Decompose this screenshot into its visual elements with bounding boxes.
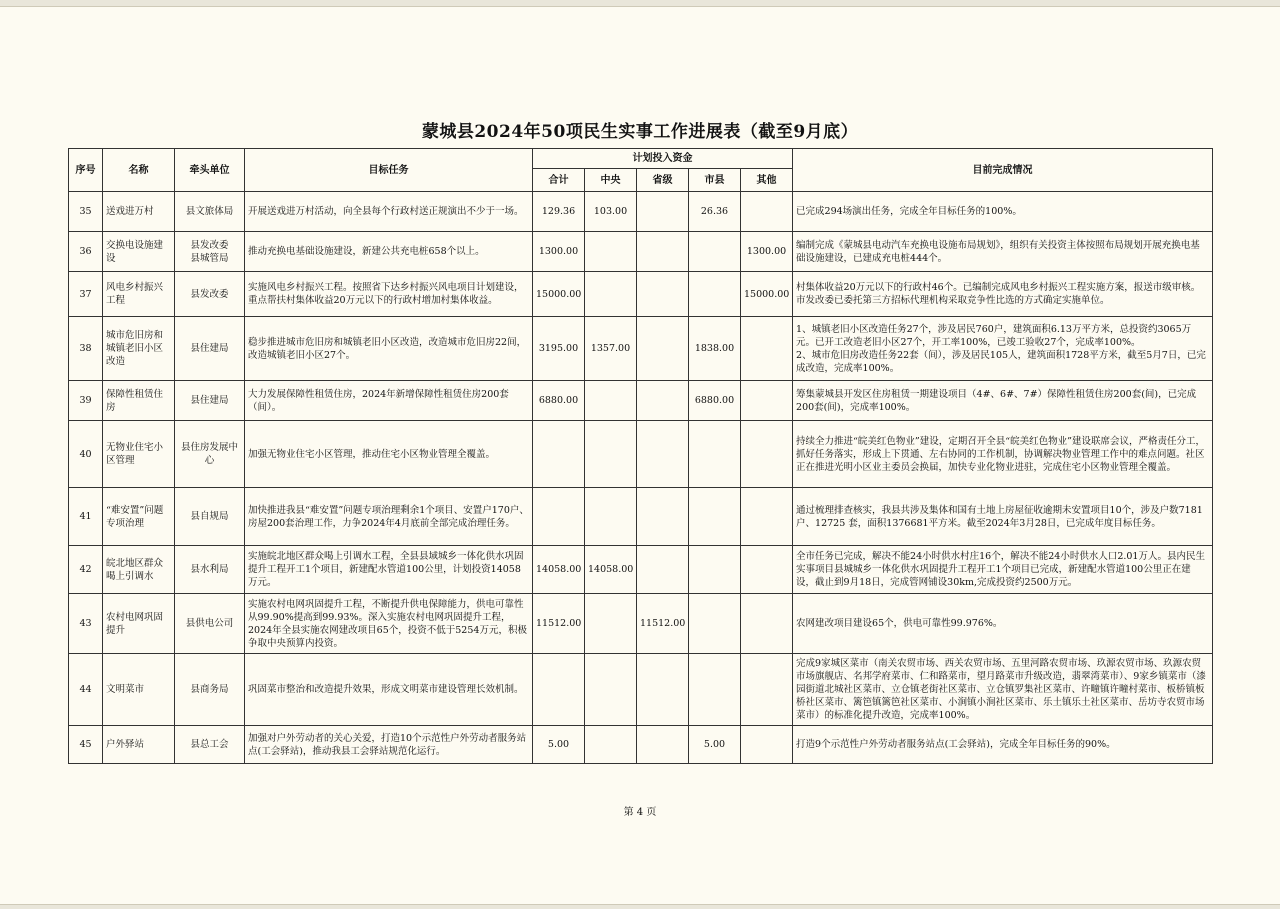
cell-other bbox=[741, 192, 793, 232]
cell-central bbox=[585, 726, 637, 764]
cell-central bbox=[585, 594, 637, 654]
window-top-edge bbox=[0, 0, 1280, 7]
cell-city: 6880.00 bbox=[689, 381, 741, 421]
cell-province bbox=[637, 654, 689, 726]
cell-unit: 县住房发展中心 bbox=[175, 421, 245, 488]
table-row bbox=[69, 381, 1213, 421]
cell-province: 11512.00 bbox=[637, 594, 689, 654]
table-row bbox=[69, 726, 1213, 764]
cell-city bbox=[689, 488, 741, 546]
cell-other bbox=[741, 726, 793, 764]
cell-name: 皖北地区群众喝上引调水 bbox=[103, 546, 175, 594]
cell-city bbox=[689, 272, 741, 317]
header-city: 市县 bbox=[689, 169, 741, 192]
header-other: 其他 bbox=[741, 169, 793, 192]
header-central: 中央 bbox=[585, 169, 637, 192]
cell-status: 已完成294场演出任务，完成全年目标任务的100%。 bbox=[793, 192, 1213, 232]
cell-central bbox=[585, 421, 637, 488]
cell-total bbox=[533, 654, 585, 726]
cell-other bbox=[741, 317, 793, 381]
cell-province bbox=[637, 488, 689, 546]
cell-name: 户外驿站 bbox=[103, 726, 175, 764]
cell-task: 实施皖北地区群众喝上引调水工程，全县县域城乡一体化供水巩固提升工程开工1个项目，新建配水管道100公里，计划投资14058万元。 bbox=[245, 546, 533, 594]
cell-task: 稳步推进城市危旧房和城镇老旧小区改造，改造城市危旧房22间，改造城镇老旧小区27个。 bbox=[245, 317, 533, 381]
table-row bbox=[69, 272, 1213, 317]
header-unit: 牵头单位 bbox=[175, 149, 245, 192]
cell-no: 36 bbox=[69, 232, 103, 272]
cell-total: 11512.00 bbox=[533, 594, 585, 654]
table-row bbox=[69, 421, 1213, 488]
cell-unit: 县住建局 bbox=[175, 317, 245, 381]
cell-city: 26.36 bbox=[689, 192, 741, 232]
cell-total: 5.00 bbox=[533, 726, 585, 764]
table-row bbox=[69, 654, 1213, 726]
cell-other: 15000.00 bbox=[741, 272, 793, 317]
cell-province bbox=[637, 381, 689, 421]
cell-no: 41 bbox=[69, 488, 103, 546]
cell-city bbox=[689, 654, 741, 726]
cell-no: 35 bbox=[69, 192, 103, 232]
cell-status: 1、城镇老旧小区改造任务27个，涉及居民760户，建筑面积6.13万平方米，总投资约3065万元。已开工改造老旧小区27个，开工率100%，已竣工验收27个，完成率100%。 2、城市危旧房改造任务22套（间），涉及居民105人，建筑面积1728平方米，截至5月7日，已完成改造，完成率100%。 bbox=[793, 317, 1213, 381]
header-province: 省级 bbox=[637, 169, 689, 192]
cell-province bbox=[637, 317, 689, 381]
cell-name: 文明菜市 bbox=[103, 654, 175, 726]
cell-central: 14058.00 bbox=[585, 546, 637, 594]
cell-unit: 县水利局 bbox=[175, 546, 245, 594]
cell-name: “难安置”问题专项治理 bbox=[103, 488, 175, 546]
cell-province bbox=[637, 232, 689, 272]
cell-no: 45 bbox=[69, 726, 103, 764]
cell-central bbox=[585, 381, 637, 421]
cell-province bbox=[637, 421, 689, 488]
cell-name: 无物业住宅小区管理 bbox=[103, 421, 175, 488]
header-no: 序号 bbox=[69, 149, 103, 192]
cell-central: 1357.00 bbox=[585, 317, 637, 381]
cell-city bbox=[689, 232, 741, 272]
cell-city bbox=[689, 546, 741, 594]
cell-other bbox=[741, 546, 793, 594]
page-number: 第 4 页 bbox=[623, 807, 657, 818]
header-total: 合计 bbox=[533, 169, 585, 192]
cell-task: 开展送戏进万村活动，向全县每个行政村送正规演出不少于一场。 bbox=[245, 192, 533, 232]
cell-status: 通过梳理排查核实，我县共涉及集体和国有土地上房屋征收逾期未安置项目10个，涉及户数7181 户、12725 套，面积1376681平方米。截至2024年3月28日，已完成年度目标任务。 bbox=[793, 488, 1213, 546]
cell-central bbox=[585, 488, 637, 546]
cell-city: 5.00 bbox=[689, 726, 741, 764]
cell-name: 送戏进万村 bbox=[103, 192, 175, 232]
cell-total bbox=[533, 421, 585, 488]
cell-unit: 县总工会 bbox=[175, 726, 245, 764]
cell-task: 加强无物业住宅小区管理，推动住宅小区物业管理全覆盖。 bbox=[245, 421, 533, 488]
header-task: 目标任务 bbox=[245, 149, 533, 192]
cell-other bbox=[741, 421, 793, 488]
cell-unit: 县自规局 bbox=[175, 488, 245, 546]
cell-city bbox=[689, 594, 741, 654]
header-funds: 计划投入资金 bbox=[533, 149, 793, 169]
cell-total: 3195.00 bbox=[533, 317, 585, 381]
header-status: 目前完成情况 bbox=[793, 149, 1213, 192]
cell-name: 交换电设施建设 bbox=[103, 232, 175, 272]
cell-central bbox=[585, 232, 637, 272]
cell-name: 农村电网巩固提升 bbox=[103, 594, 175, 654]
cell-no: 44 bbox=[69, 654, 103, 726]
cell-city bbox=[689, 421, 741, 488]
table-row bbox=[69, 594, 1213, 654]
table-body bbox=[69, 192, 1213, 764]
cell-status: 编制完成《蒙城县电动汽车充换电设施布局规划》，组织有关投资主体按照布局规划开展充换电基础设施建设，已建成充电桩444个。 bbox=[793, 232, 1213, 272]
window-bottom-edge bbox=[0, 904, 1280, 909]
progress-table bbox=[68, 148, 1213, 764]
cell-no: 40 bbox=[69, 421, 103, 488]
cell-total bbox=[533, 488, 585, 546]
cell-central: 103.00 bbox=[585, 192, 637, 232]
cell-province bbox=[637, 546, 689, 594]
cell-task: 实施风电乡村振兴工程。按照省下达乡村振兴风电项目计划建设，重点帮扶村集体收益20万元以下的行政村增加村集体收益。 bbox=[245, 272, 533, 317]
cell-task: 加快推进我县“难安置”问题专项治理剩余1个项目、安置户170户、房屋200套治理工作，力争2024年4月底前全部完成治理任务。 bbox=[245, 488, 533, 546]
cell-unit: 县供电公司 bbox=[175, 594, 245, 654]
cell-status: 打造9个示范性户外劳动者服务站点(工会驿站)，完成全年目标任务的90%。 bbox=[793, 726, 1213, 764]
cell-unit: 县发改委 县城管局 bbox=[175, 232, 245, 272]
cell-task: 推动充换电基础设施建设，新建公共充电桩658个以上。 bbox=[245, 232, 533, 272]
cell-no: 43 bbox=[69, 594, 103, 654]
cell-status: 筹集蒙城县开发区住房租赁一期建设项目（4#、6#、7#）保障性租赁住房200套(间)，已完成200套(间)，完成率100%。 bbox=[793, 381, 1213, 421]
page-title: 蒙城县2024年50项民生实事工作进展表（截至9月底） bbox=[421, 122, 859, 142]
cell-total: 14058.00 bbox=[533, 546, 585, 594]
cell-name: 风电乡村振兴工程 bbox=[103, 272, 175, 317]
cell-unit: 县文旅体局 bbox=[175, 192, 245, 232]
table-row bbox=[69, 546, 1213, 594]
table-row bbox=[69, 488, 1213, 546]
cell-total: 1300.00 bbox=[533, 232, 585, 272]
cell-task: 大力发展保障性租赁住房，2024年新增保障性租赁住房200套（间）。 bbox=[245, 381, 533, 421]
cell-other bbox=[741, 488, 793, 546]
table-row bbox=[69, 232, 1213, 272]
cell-status: 农网建改项目建设65个，供电可靠性99.976%。 bbox=[793, 594, 1213, 654]
cell-unit: 县商务局 bbox=[175, 654, 245, 726]
cell-task: 巩固菜市整治和改造提升效果，形成文明菜市建设管理长效机制。 bbox=[245, 654, 533, 726]
cell-other: 1300.00 bbox=[741, 232, 793, 272]
cell-province bbox=[637, 192, 689, 232]
cell-unit: 县住建局 bbox=[175, 381, 245, 421]
cell-status: 持续全力推进“皖美红色物业”建设，定期召开全县“皖美红色物业”建设联席会议，严格责任分工，抓好任务落实，形成上下贯通、左右协同的工作机制，协调解决物业管理工作中的难点问题。社区正在推进光明小区业主委员会换届，加快专业化物业进驻，完成住宅小区物业管理全覆盖。 bbox=[793, 421, 1213, 488]
cell-status: 完成9家城区菜市（南关农贸市场、西关农贸市场、五里河路农贸市场、玖源农贸市场、玖源农贸市场旗舰店、名邦学府菜市、仁和路菜市，望月路菜市升级改造，翡翠湾菜市）、9家乡镇菜市（漆园街道北城社区菜市、立仓镇老街社区菜市、立仓镇罗集社区菜市、许疃镇许疃村菜市、板桥镇板桥社区菜市、篱笆镇篱笆社区菜市、小涧镇小涧社区菜市、乐土镇乐土社区菜市、岳坊寺农贸市场菜市）的标准化提升改造，完成率100%。 bbox=[793, 654, 1213, 726]
cell-total: 15000.00 bbox=[533, 272, 585, 317]
cell-total: 129.36 bbox=[533, 192, 585, 232]
cell-no: 38 bbox=[69, 317, 103, 381]
cell-no: 39 bbox=[69, 381, 103, 421]
cell-status: 全市任务已完成，解决不能24小时供水村庄16个，解决不能24小时供水人口2.01万人。县内民生实事项目县城城乡一体化供水巩固提升工程开工1个项目已完成，新建配水管道100公里正在建设，截止到9月18日，完成管网铺设30km,完成投资约2500万元。 bbox=[793, 546, 1213, 594]
cell-city: 1838.00 bbox=[689, 317, 741, 381]
cell-province bbox=[637, 726, 689, 764]
table-row bbox=[69, 192, 1213, 232]
cell-other bbox=[741, 381, 793, 421]
cell-total: 6880.00 bbox=[533, 381, 585, 421]
cell-name: 保障性租赁住房 bbox=[103, 381, 175, 421]
cell-task: 实施农村电网巩固提升工程，不断提升供电保障能力，供电可靠性从99.90%提高到99.93%。深入实施农村电网巩固提升工程，2024年全县实施农网建改项目65个，投资不低于5254万元，积极争取中央预算内投资。 bbox=[245, 594, 533, 654]
cell-status: 村集体收益20万元以下的行政村46个。已编制完成风电乡村振兴工程实施方案，报送市级审核。市发改委已委托第三方招标代理机构采取竞争性比选的方式确定实施单位。 bbox=[793, 272, 1213, 317]
cell-name: 城市危旧房和城镇老旧小区改造 bbox=[103, 317, 175, 381]
cell-task: 加强对户外劳动者的关心关爱，打造10个示范性户外劳动者服务站点(工会驿站)，推动我县工会驿站规范化运行。 bbox=[245, 726, 533, 764]
cell-province bbox=[637, 272, 689, 317]
cell-central bbox=[585, 272, 637, 317]
cell-unit: 县发改委 bbox=[175, 272, 245, 317]
table-row bbox=[69, 317, 1213, 381]
cell-other bbox=[741, 594, 793, 654]
cell-no: 42 bbox=[69, 546, 103, 594]
cell-no: 37 bbox=[69, 272, 103, 317]
cell-other bbox=[741, 654, 793, 726]
header-name: 名称 bbox=[103, 149, 175, 192]
cell-central bbox=[585, 654, 637, 726]
